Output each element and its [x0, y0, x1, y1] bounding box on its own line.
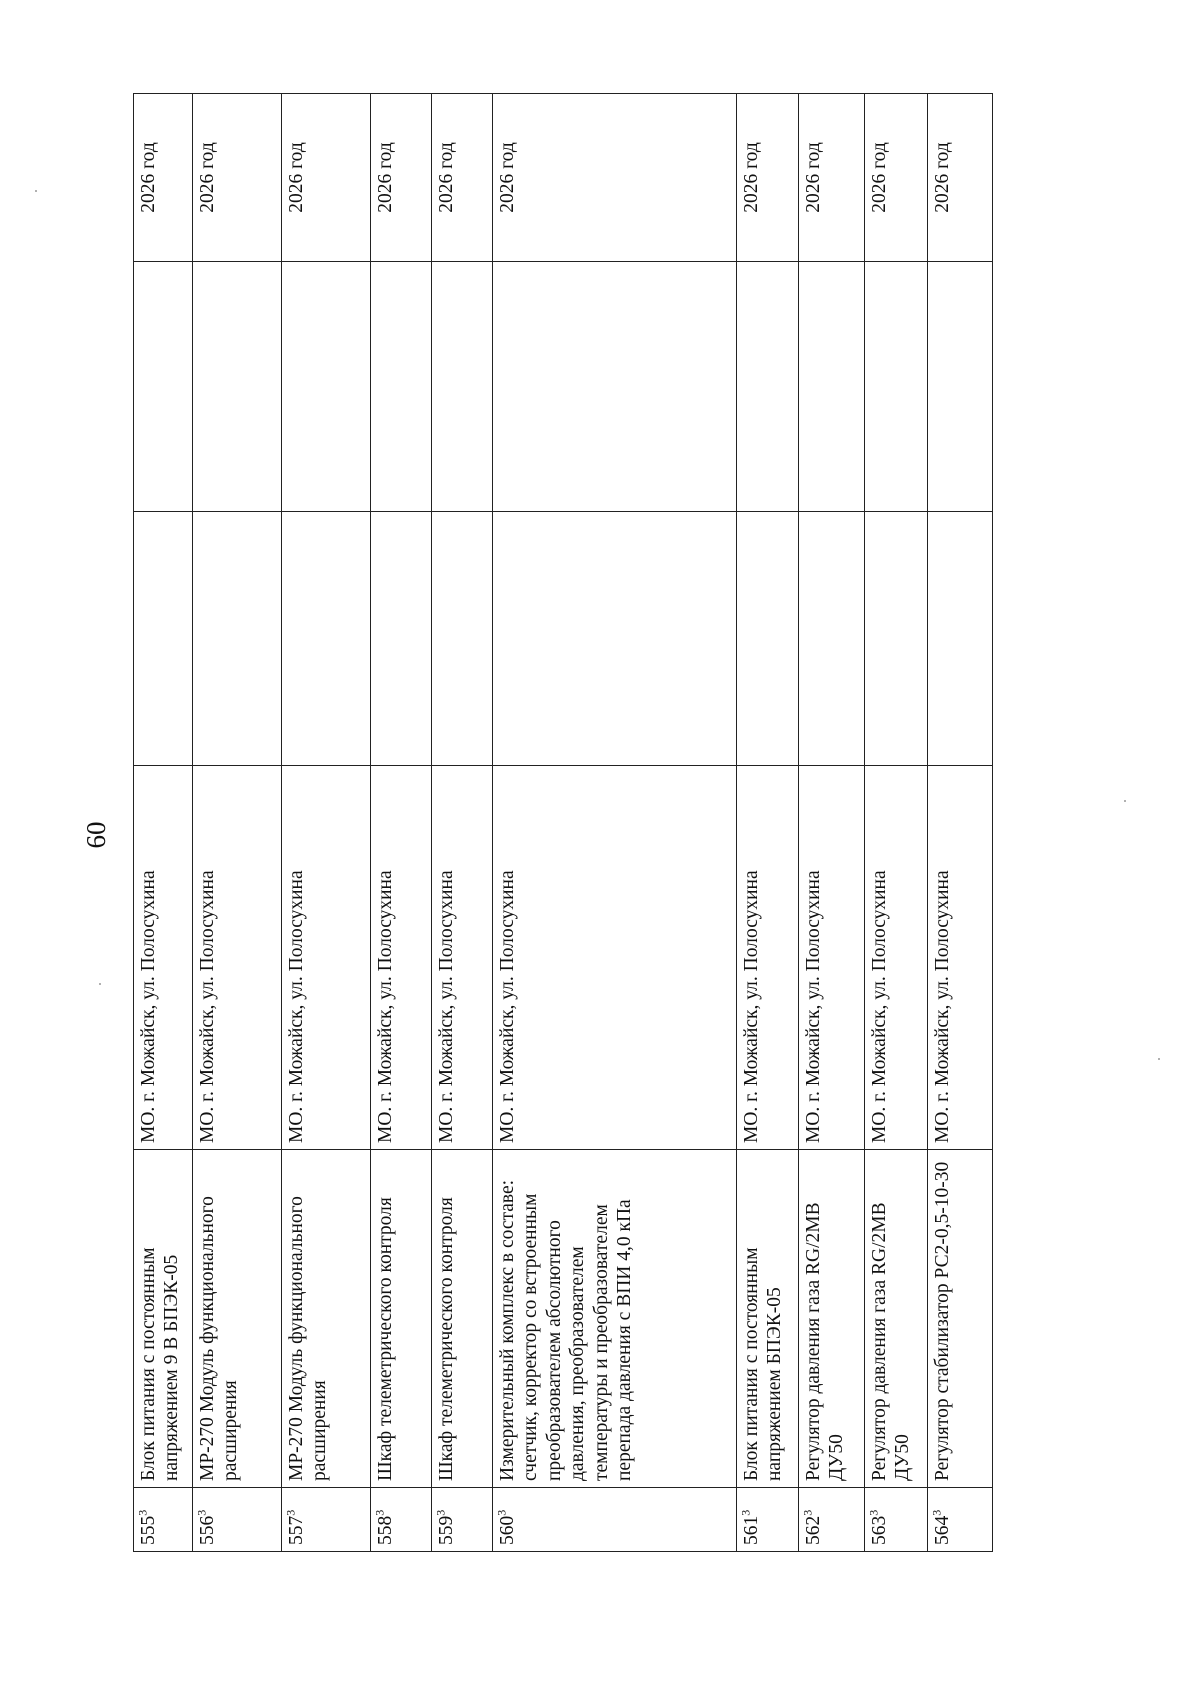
row-number-superscript: 3	[372, 1509, 387, 1516]
empty-cell	[432, 512, 493, 766]
equipment-year: 2026 год	[193, 94, 282, 262]
equipment-year: 2026 год	[865, 94, 928, 262]
row-number	[282, 1488, 371, 1552]
equipment-year: 2026 год	[493, 94, 737, 262]
scan-speck	[1124, 800, 1126, 802]
equipment-address: МО. г. Можайск, ул. Полосухина	[737, 766, 799, 1150]
equipment-address: МО. г. Можайск, ул. Полосухина	[371, 766, 432, 1150]
table-row	[432, 94, 493, 1552]
row-number-superscript: 3	[866, 1509, 881, 1516]
equipment-name: Шкаф телеметрического контроля	[371, 1150, 432, 1488]
empty-cell	[865, 512, 928, 766]
empty-cell	[282, 512, 371, 766]
empty-cell	[737, 262, 799, 512]
row-number-superscript: 3	[929, 1509, 944, 1516]
equipment-name: Измерительный комплекс в составе: счетчик, корректор со встроенным преобразователем абсолютного давления, преобразователем температуры и преобразователем перепада давления с ВПИ 4,0 кПа	[493, 1150, 737, 1488]
equipment-address: МО. г. Можайск, ул. Полосухина	[134, 766, 193, 1150]
row-number-value: 556	[197, 1515, 218, 1545]
empty-cell	[432, 262, 493, 512]
row-number	[193, 1488, 282, 1552]
empty-cell	[493, 262, 737, 512]
row-number-value: 559	[436, 1515, 457, 1545]
row-number-superscript: 3	[433, 1509, 448, 1516]
equipment-name: Регулятор давления газа RG/2MB ДУ50	[799, 1150, 865, 1488]
row-number-value: 562	[803, 1515, 824, 1545]
empty-cell	[193, 262, 282, 512]
equipment-name: Шкаф телеметрического контроля	[432, 1150, 493, 1488]
row-number	[928, 1488, 993, 1552]
empty-cell	[865, 262, 928, 512]
scan-speck	[99, 983, 101, 985]
empty-cell	[193, 512, 282, 766]
equipment-address: МО. г. Можайск, ул. Полосухина	[282, 766, 371, 1150]
row-number-value: 563	[869, 1515, 890, 1545]
empty-cell	[799, 262, 865, 512]
row-number-value: 561	[741, 1515, 762, 1545]
equipment-address: МО. г. Можайск, ул. Полосухина	[493, 766, 737, 1150]
equipment-year: 2026 год	[799, 94, 865, 262]
equipment-year: 2026 год	[371, 94, 432, 262]
row-number	[134, 1488, 193, 1552]
equipment-address: МО. г. Можайск, ул. Полосухина	[928, 766, 993, 1150]
table-row	[799, 94, 865, 1552]
equipment-address: МО. г. Можайск, ул. Полосухина	[193, 766, 282, 1150]
table-row	[371, 94, 432, 1552]
row-number	[371, 1488, 432, 1552]
equipment-name: Регулятор стабилизатор РС2-0,5-10-30	[928, 1150, 993, 1488]
table-row	[493, 94, 737, 1552]
equipment-name: Блок питания с постоянным напряжением БПЭК-05	[737, 1150, 799, 1488]
page-number: 60	[81, 821, 111, 849]
row-number-superscript: 3	[135, 1509, 150, 1516]
equipment-table	[133, 93, 993, 1552]
equipment-name: МР-270 Модуль функционального расширения	[282, 1150, 371, 1488]
row-number-superscript: 3	[738, 1509, 753, 1516]
empty-cell	[282, 262, 371, 512]
table-row	[865, 94, 928, 1552]
equipment-address: МО. г. Можайск, ул. Полосухина	[432, 766, 493, 1150]
empty-cell	[928, 512, 993, 766]
equipment-year: 2026 год	[282, 94, 371, 262]
row-number-superscript: 3	[800, 1509, 815, 1516]
table-row	[282, 94, 371, 1552]
equipment-year: 2026 год	[737, 94, 799, 262]
row-number-superscript: 3	[194, 1509, 209, 1516]
empty-cell	[371, 262, 432, 512]
equipment-name: Блок питания с постоянным напряжением 9 В БПЭК-05	[134, 1150, 193, 1488]
row-number-value: 564	[932, 1515, 953, 1545]
equipment-year: 2026 год	[432, 94, 493, 262]
equipment-year: 2026 год	[134, 94, 193, 262]
equipment-table-body	[134, 94, 993, 1552]
empty-cell	[737, 512, 799, 766]
equipment-name: Регулятор давления газа RG/2MB ДУ50	[865, 1150, 928, 1488]
rotated-table-container	[133, 94, 1083, 1552]
row-number-value: 558	[375, 1515, 396, 1545]
row-number-superscript: 3	[494, 1509, 509, 1516]
table-row	[134, 94, 193, 1552]
row-number	[865, 1488, 928, 1552]
table-row	[737, 94, 799, 1552]
row-number-superscript: 3	[283, 1509, 298, 1516]
equipment-address: МО. г. Можайск, ул. Полосухина	[865, 766, 928, 1150]
row-number-value: 555	[138, 1515, 159, 1545]
row-number	[432, 1488, 493, 1552]
row-number	[799, 1488, 865, 1552]
scan-speck	[1158, 1058, 1160, 1060]
table-row	[193, 94, 282, 1552]
empty-cell	[799, 512, 865, 766]
empty-cell	[371, 512, 432, 766]
table-row	[928, 94, 993, 1552]
row-number	[493, 1488, 737, 1552]
row-number	[737, 1488, 799, 1552]
empty-cell	[493, 512, 737, 766]
equipment-name: МР-270 Модуль функционального расширения	[193, 1150, 282, 1488]
scan-speck	[35, 190, 37, 192]
row-number-value: 557	[286, 1515, 307, 1545]
empty-cell	[134, 512, 193, 766]
empty-cell	[928, 262, 993, 512]
equipment-address: МО. г. Можайск, ул. Полосухина	[799, 766, 865, 1150]
equipment-year: 2026 год	[928, 94, 993, 262]
row-number-value: 560	[497, 1515, 518, 1545]
empty-cell	[134, 262, 193, 512]
